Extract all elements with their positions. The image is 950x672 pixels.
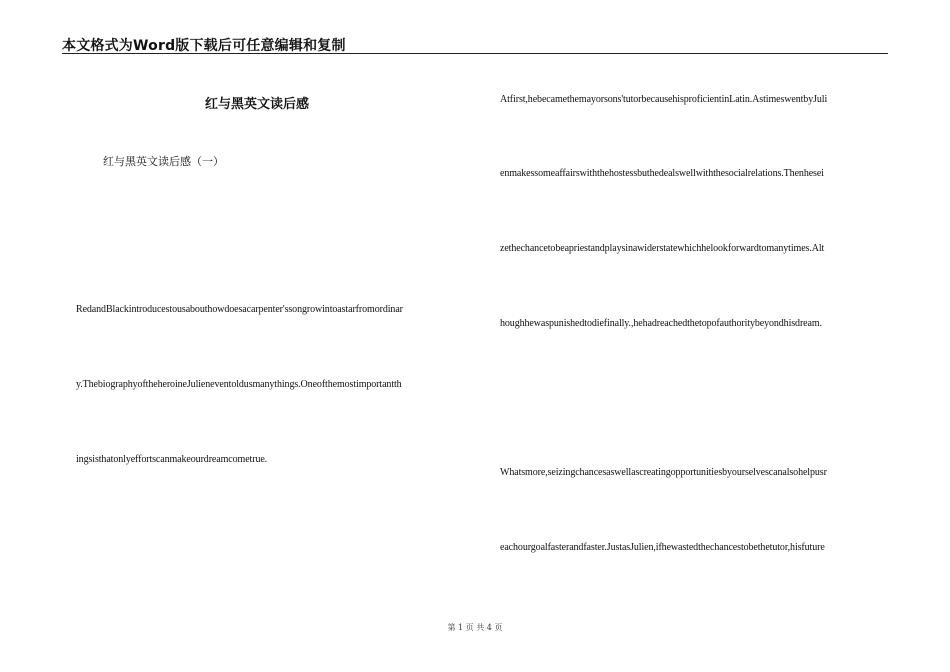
paragraph-line: y.ThebiographyoftheheroineJulieneventoldusmanythings.Oneofthemostimportantth	[76, 379, 402, 390]
document-title: 红与黑英文读后感	[205, 97, 310, 112]
page-number: 第 1 页 共 4 页	[447, 623, 503, 632]
paragraph-line: eachourgoalfasterandfaster.JustasJulien,ifhewastedthechancestobethetutor,hisfuture	[500, 542, 825, 553]
paragraph-line: ingsisthatonlyeffortscanmakeourdreamcometrue.	[76, 454, 268, 465]
page-header: 本文格式为Word版下载后可任意编辑和复制	[62, 38, 346, 54]
paragraph-line: houghhewaspunishedtodiefinally.,hehadreachedthetopofauthoritybeyondhisdream.	[500, 318, 822, 329]
paragraph-line: Whatsmore,seizingchancesaswellascreatingopportunitiesbyourselvescanalsohelpusr	[500, 467, 827, 478]
paragraph-line: enmakessomeaffairswiththehostessbuthedealswellwiththesocialrelations.Thenhesei	[500, 168, 824, 179]
header-divider	[62, 53, 888, 54]
paragraph-line: zethechancetobeapriestandplaysinawiderstatewhichhelookforwardtomanytimes.Alt	[500, 243, 825, 254]
paragraph-line: RedandBlackintroducestousabouthowdoesacarpenter'ssongrowintoastarfromordinar	[76, 304, 403, 315]
paragraph-line: Atfirst,hebecamethemayorsons'tutorbecausehisproficientinLatin.AstimeswentbyJuli	[500, 94, 828, 105]
section-heading: 红与黑英文读后感（一）	[103, 155, 224, 168]
